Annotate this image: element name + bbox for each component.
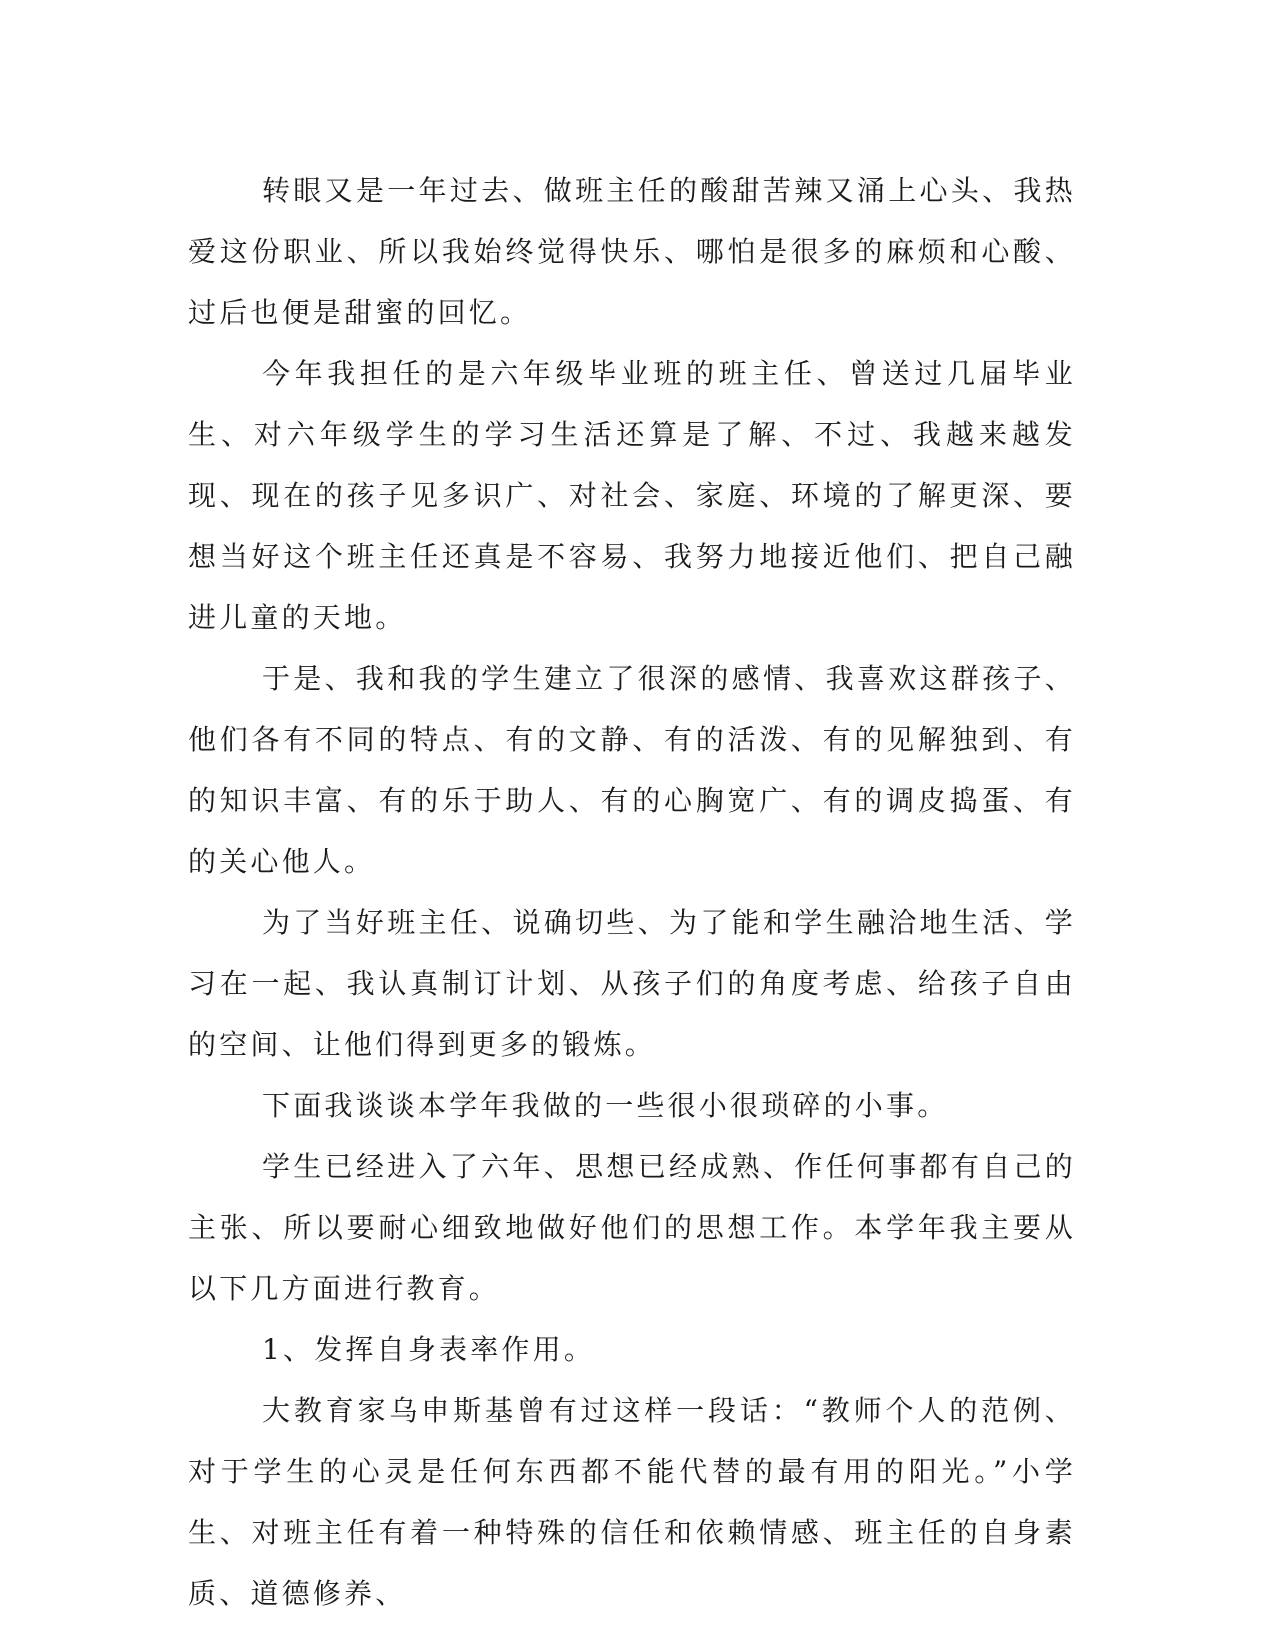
paragraph-7: 1、发挥自身表率作用。 [262, 1333, 596, 1366]
paragraph-1: 转眼又是一年过去、做班主任的酸甜苦辣又涌上心头、我热爱这份职业、所以我始终觉得快乐、哪怕是很多的麻烦和心酸、过后也便是甜蜜的回忆。 [188, 174, 1076, 329]
paragraph-5: 下面我谈谈本学年我做的一些很小很琐碎的小事。 [262, 1089, 949, 1122]
document-body [188, 160, 1076, 1624]
paragraph-2: 今年我担任的是六年级毕业班的班主任、曾送过几届毕业生、对六年级学生的学习生活还算是了解、不过、我越来越发现、现在的孩子见多识广、对社会、家庭、环境的了解更深、要想当好这个班主任还真是不容易、我努力地接近他们、把自己融进儿童的天地。 [188, 357, 1076, 634]
paragraph-4: 为了当好班主任、说确切些、为了能和学生融洽地生活、学习在一起、我认真制订计划、从孩子们的角度考虑、给孩子自由的空间、让他们得到更多的锻炼。 [188, 906, 1076, 1061]
paragraph-3: 于是、我和我的学生建立了很深的感情、我喜欢这群孩子、他们各有不同的特点、有的文静、有的活泼、有的见解独到、有的知识丰富、有的乐于助人、有的心胸宽广、有的调皮捣蛋、有的关心他人。 [188, 662, 1076, 878]
paragraph-8: 大教育家乌申斯基曾有过这样一段话：“教师个人的范例、对于学生的心灵是任何东西都不能代替的最有用的阳光。”小学生、对班主任有着一种特殊的信任和依赖情感、班主任的自身素质、道德修养、 [188, 1394, 1076, 1610]
paragraph-6: 学生已经进入了六年、思想已经成熟、作任何事都有自己的主张、所以要耐心细致地做好他们的思想工作。本学年我主要从以下几方面进行教育。 [188, 1150, 1076, 1305]
